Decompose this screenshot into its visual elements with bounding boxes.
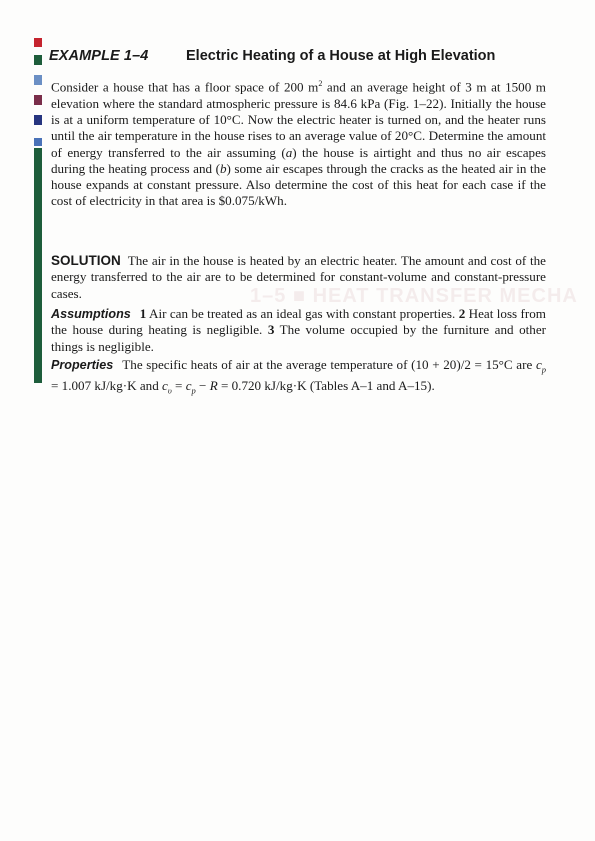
sidebar-maroon-segment (34, 95, 42, 105)
assumptions-label: Assumptions (51, 307, 131, 321)
properties-paragraph: Properties The specific heats of air at the average temperature of (10 + 20)/2 = 15°C are $c_p = 1.007$ kJ/kg·K and $c_\upsilon = c_p - R = 0.720$ kJ/kg·K (Tables A–1 and A–15). (51, 357, 546, 396)
example-header (49, 46, 569, 70)
problem-statement: Consider a house that has a floor space of 200 $m^2$ and an average height of 3 m at 1500 m elevation where the standard atmospheric pressure is 84.6 kPa (Fig. 1–22). Initially the house is at a uniform temperature of 10°C. Now the electric heater is turned on, and the heater runs until the air temperature in the house rises to an average value of 20°C. Determine the amount of energy transferred to the air assuming (a) the house is airtight and thus no air escapes during the heating process and (b) some air escapes through the cracks as the heated air in the house expands at constant pressure. Also determine the cost of this heat for each case if the cost of electricity in that area is $0.075/kWh. (51, 79, 546, 209)
sidebar-green-segment (34, 55, 42, 65)
color-sidebar (34, 38, 42, 383)
example-title: Electric Heating of a House at High Elevation (186, 48, 496, 64)
sidebar-mid-blue-segment (34, 138, 42, 146)
example-number: EXAMPLE 1–4 (49, 48, 149, 64)
sidebar-green-bar (34, 148, 42, 383)
properties-label: Properties (51, 358, 114, 372)
solution-paragraph: SOLUTION The air in the house is heated by an electric heater. The amount and cost of the energy transferred to the air are to be determined for constant-volume and constant-pressure cases. (51, 253, 546, 301)
solution-label: SOLUTION (51, 253, 121, 268)
sidebar-red-segment (34, 38, 42, 47)
show-through-text: 1–5 ■ HEAT TRANSFER MECHA (250, 285, 578, 307)
sidebar-lightblue-segment (34, 75, 42, 85)
assumptions-paragraph: Assumptions 1 Air can be treated as an ideal gas with constant properties. 2 Heat loss from the house during heating is negligible. 3 The volume occupied by the furniture and other things is negligible. (51, 306, 546, 354)
sidebar-blue-segment (34, 115, 42, 125)
